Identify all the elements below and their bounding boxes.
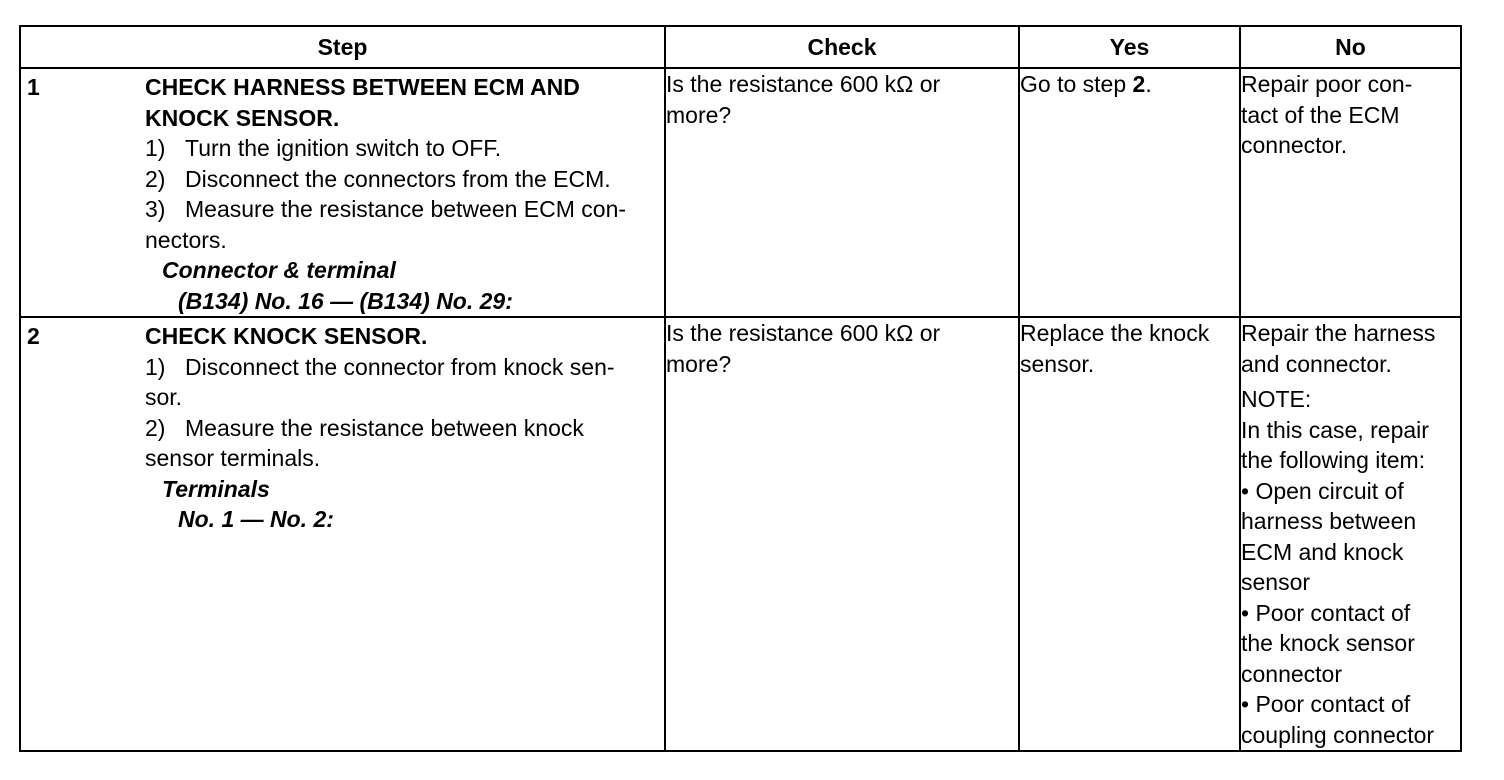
check-text-cont: more?	[666, 350, 732, 377]
substep-3	[145, 194, 656, 225]
yes-tail: .	[1145, 71, 1152, 97]
connector-label: Connector & terminal	[162, 257, 396, 283]
note-item-line: ECM and knock	[1241, 538, 1404, 565]
substep-number: 2)	[145, 414, 166, 441]
check-cell	[665, 68, 1019, 317]
substep-2	[145, 413, 656, 444]
step-number: 2	[27, 323, 40, 349]
yes-prefix: Go to step	[1020, 71, 1133, 97]
header-row	[20, 26, 1461, 68]
note-item-line: • Poor contact of	[1241, 599, 1411, 626]
note-item-line: • Open circuit of	[1241, 477, 1404, 504]
header-no: No	[1240, 26, 1461, 68]
note-item-line: harness between	[1241, 508, 1417, 534]
substep-number: 1)	[145, 353, 166, 380]
terminals-value: No. 1 — No. 2:	[178, 506, 334, 532]
yes-step-link: 2	[1132, 71, 1146, 97]
substep-2-cont: sensor terminals.	[145, 445, 321, 471]
note-item-line: • Poor contact of	[1241, 691, 1411, 717]
connector-value: (B134) No. 16 — (B134) No. 29:	[178, 287, 513, 314]
no-text-cont: and connector.	[1241, 350, 1392, 377]
header-check: Check	[665, 26, 1019, 68]
substep-number: 2)	[145, 165, 166, 192]
yes-cell	[1019, 317, 1240, 751]
terminals-label: Terminals	[162, 475, 270, 502]
substep-number: 1)	[145, 135, 166, 161]
substep-text: Measure the resistance between knock	[185, 414, 584, 441]
table-row	[20, 317, 1461, 751]
step-cell	[20, 68, 665, 317]
step-title: CHECK KNOCK SENSOR.	[145, 323, 428, 349]
table-row	[20, 68, 1461, 317]
no-text: Repair the harness	[1241, 320, 1436, 346]
substep-1	[145, 133, 656, 164]
substep-3-cont: nectors.	[145, 226, 227, 253]
check-text: Is the resistance 600 kΩ or	[666, 71, 941, 97]
no-text-cont: tact of the ECM	[1241, 101, 1400, 128]
yes-text	[1020, 69, 1239, 100]
substep-1-cont: sor.	[145, 384, 183, 410]
step-title-cont: KNOCK SENSOR.	[145, 104, 340, 131]
check-text-cont: more?	[666, 101, 732, 128]
check-cell	[665, 317, 1019, 751]
no-text-cont: connector.	[1241, 132, 1348, 158]
yes-cell	[1019, 68, 1240, 317]
yes-text-cont: sensor.	[1020, 350, 1095, 377]
substep-text: Measure the resistance between ECM con-	[185, 196, 627, 222]
substep-text: Disconnect the connectors from the ECM.	[185, 165, 611, 192]
yes-text: Replace the knock	[1020, 320, 1210, 346]
check-text: Is the resistance 600 kΩ or	[666, 320, 941, 346]
no-cell	[1240, 68, 1461, 317]
diagnostic-table	[19, 25, 1462, 752]
note-intro-cont: the following item:	[1241, 447, 1426, 473]
substep-2	[145, 164, 656, 195]
note-item-line: connector	[1241, 660, 1343, 687]
no-text: Repair poor con-	[1241, 71, 1413, 97]
note-item-line: the knock sensor	[1241, 630, 1415, 656]
substep-text: Turn the ignition switch to OFF.	[185, 135, 502, 161]
note-item-line: coupling connector	[1241, 721, 1435, 748]
substep-1	[145, 352, 656, 383]
substep-text: Disconnect the connector from knock sen-	[185, 353, 615, 380]
note-item-line: sensor	[1241, 569, 1311, 595]
note-label: NOTE:	[1241, 386, 1312, 412]
header-step: Step	[20, 26, 665, 68]
step-title: CHECK HARNESS BETWEEN ECM AND	[145, 74, 580, 100]
note-intro: In this case, repair	[1241, 416, 1429, 443]
step-number: 1	[27, 74, 40, 100]
substep-number: 3)	[145, 196, 166, 222]
no-cell	[1240, 317, 1461, 751]
step-cell	[20, 317, 665, 751]
header-yes: Yes	[1019, 26, 1240, 68]
